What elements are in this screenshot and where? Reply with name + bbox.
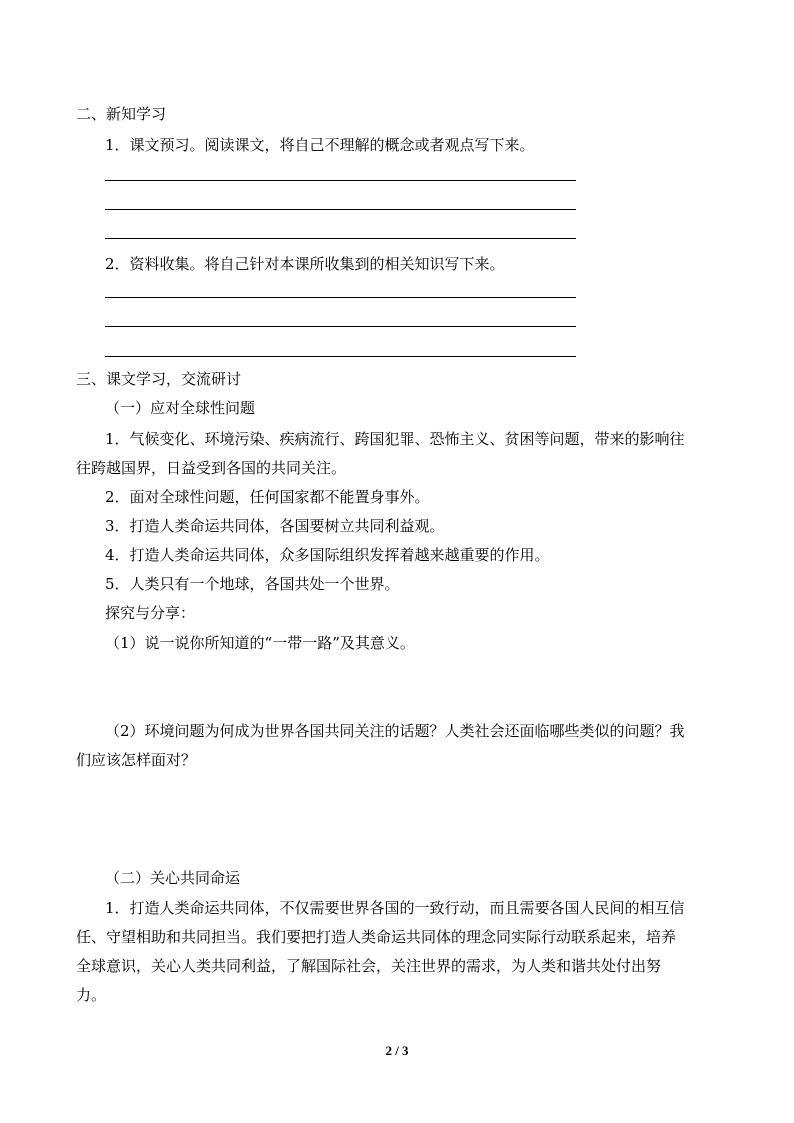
page-number: 2 / 3 bbox=[385, 1043, 409, 1058]
question-1: （1）说一说你所知道的“一带一路”及其意义。 bbox=[105, 634, 415, 652]
point-3: 3．打造人类命运共同体，各国要树立共同利益观。 bbox=[105, 517, 445, 535]
question-2-line-2: 们应该怎样面对？ bbox=[76, 751, 197, 769]
answer-line[interactable] bbox=[105, 209, 576, 210]
question-2-line-1: （2）环境问题为何成为世界各国共同关注的话题？人类社会还面临哪些类似的问题？我 bbox=[105, 722, 685, 740]
answer-line[interactable] bbox=[105, 326, 576, 327]
subsection-one-heading: （一）应对全球性问题 bbox=[105, 399, 256, 417]
preview-instruction: 1．课文预习。阅读课文，将自己不理解的概念或者观点写下来。 bbox=[105, 136, 535, 154]
point-1-line-2: 往跨越国界，日益受到各国的共同关注。 bbox=[76, 459, 347, 477]
point-2: 2．面对全球性问题，任何国家都不能置身事外。 bbox=[105, 488, 430, 506]
point-1-line-1: 1．气候变化、环境污染、疾病流行、跨国犯罪、恐怖主义、贫困等问题，带来的影响往 bbox=[105, 430, 685, 448]
subsection-two-heading: （二）关心共同命运 bbox=[105, 869, 241, 887]
answer-line[interactable] bbox=[105, 180, 576, 181]
care-point-line-3: 全球意识，关心人类共同利益，了解国际社会，关注世界的需求，为人类和谐共处付出努 bbox=[76, 957, 662, 975]
section-two-heading: 二、新知学习 bbox=[76, 105, 167, 123]
answer-line[interactable] bbox=[105, 297, 576, 298]
care-point-line-4: 力。 bbox=[76, 986, 107, 1004]
section-three-heading: 三、课文学习，交流研讨 bbox=[76, 370, 242, 388]
care-point-line-2: 任、守望相助和共同担当。我们要把打造人类命运共同体的理念同实际行动联系起来，培养 bbox=[76, 928, 677, 946]
point-5: 5．人类只有一个地球，各国共处一个世界。 bbox=[105, 575, 400, 593]
care-point-line-1: 1．打造人类命运共同体，不仅需要世界各国的一致行动，而且需要各国人民间的相互信 bbox=[105, 899, 685, 917]
answer-line[interactable] bbox=[105, 356, 576, 357]
explore-share-label: 探究与分享： bbox=[105, 604, 196, 622]
answer-line[interactable] bbox=[105, 238, 576, 239]
point-4: 4．打造人类命运共同体，众多国际组织发挥着越来越重要的作用。 bbox=[105, 546, 550, 564]
material-instruction: 2．资料收集。将自己针对本课所收集到的相关知识写下来。 bbox=[105, 255, 505, 273]
